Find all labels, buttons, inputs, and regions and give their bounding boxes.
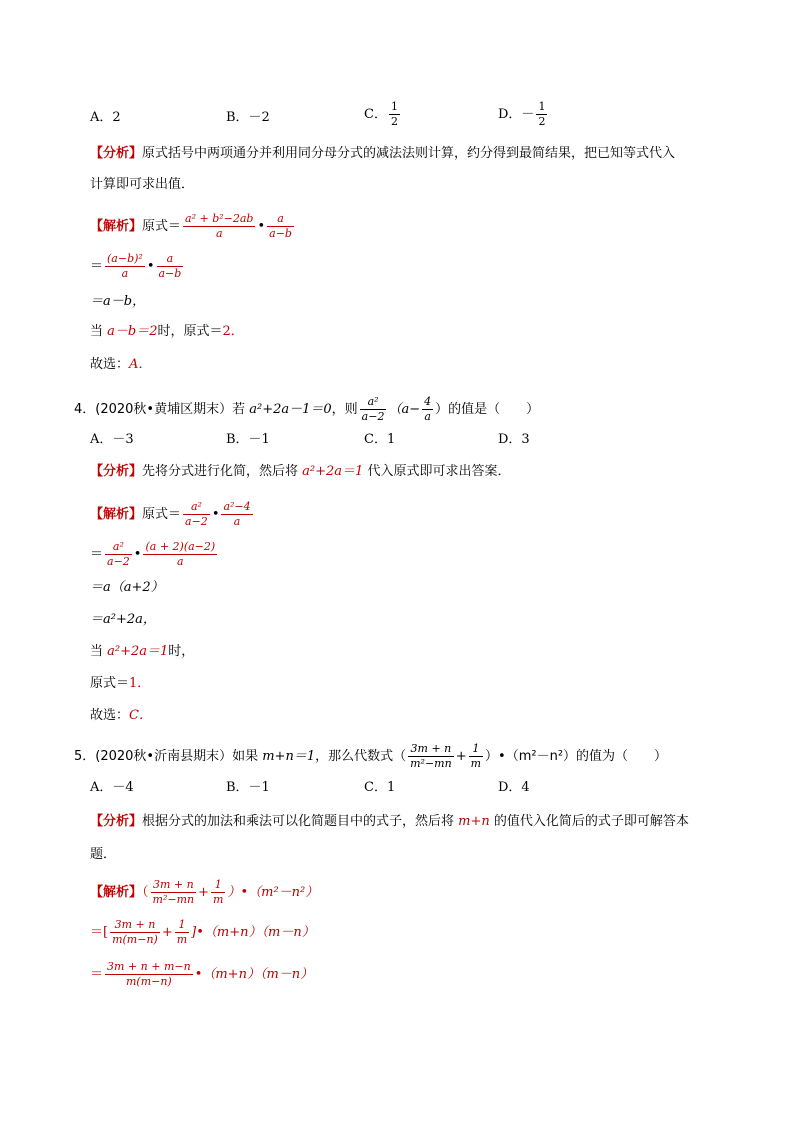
q4-stem-fraction2: $\frac{4}{a}$ xyxy=(424,395,432,423)
q4-stem-c: ，则 xyxy=(331,402,358,417)
q4-stem-fraction1: $\frac{\text{a²}}{a-2}$ xyxy=(361,395,385,423)
solution-tag: 【解析】 xyxy=(90,219,143,234)
q5-s1-rest: ）•（m²－n²） xyxy=(227,885,319,900)
q3-analysis-text2: 计算即可求出值． xyxy=(90,177,195,192)
q3-s1-fraction1: $\frac{\text{a² + b²−2ab}}{a}$ xyxy=(185,212,254,240)
choice-value: A． xyxy=(129,357,152,372)
plus-operator: + xyxy=(455,749,467,764)
q4-analysis xyxy=(90,462,510,482)
q4-stem-a: 4．(2020秋•黄埔区期末）若 xyxy=(74,402,250,417)
q5-s1-open: （ xyxy=(142,885,149,900)
q3-option-a: A．2 xyxy=(90,110,121,125)
q3-solution-step3: ＝a－b， xyxy=(90,294,146,309)
q4-s6-b: 1． xyxy=(129,676,151,691)
q3-analysis-text: 原式括号中两项通分并利用同分母分式的减法法则计算，约分得到最简结果，把已知等式代入 xyxy=(142,146,676,161)
q5-solution-step3 xyxy=(90,960,313,989)
q5-option-d: D．4 xyxy=(498,780,530,795)
q4-analysis-a: 先将分式进行化简，然后将 xyxy=(142,464,303,479)
q3-option-c-fraction: $\frac{1}{2}$ xyxy=(390,100,398,128)
q3-s2-fraction2: $\frac{a}{a-b}$ xyxy=(158,252,182,280)
q3-choice xyxy=(90,355,151,375)
q3-s1-prefix: 原式＝ xyxy=(142,219,182,234)
q4-s6-a: 原式＝ xyxy=(90,676,130,691)
q5-s3-open: ＝ xyxy=(90,967,104,982)
q5-analysis-c: 的值代入化简后的式子即可解答本 xyxy=(489,814,689,829)
q3-option-b: B．－2 xyxy=(226,110,270,125)
q5-analysis-b: m+n xyxy=(458,814,490,829)
analysis-tag: 【分析】 xyxy=(90,814,143,829)
q4-solution-step2 xyxy=(90,540,219,569)
q3-s4-d: 2． xyxy=(222,324,244,339)
q5-stem-fraction1: $\frac{3m + n}{\text{m²−mn}}$ xyxy=(410,742,452,770)
choice-label: 故选： xyxy=(90,357,130,372)
q3-option-c xyxy=(364,100,402,129)
q4-s1-fraction2: $\frac{\text{a²−4}}{a}$ xyxy=(223,500,251,528)
solution-tag: 【解析】 xyxy=(90,507,143,522)
q5-solution-step2 xyxy=(90,918,315,947)
q3-s4-b: a－b＝2 xyxy=(107,324,158,339)
choice-value: C． xyxy=(129,708,152,723)
dot-operator: • xyxy=(146,259,155,274)
q5-stem-c: ，那么代数式（ xyxy=(315,749,407,764)
plus-operator: + xyxy=(161,925,173,940)
q4-option-b: B．－1 xyxy=(226,432,270,447)
analysis-tag: 【分析】 xyxy=(90,146,143,161)
q5-s1-fraction2: $\frac{1}{m}$ xyxy=(213,878,224,906)
q3-option-d-fraction: $\frac{1}{2}$ xyxy=(538,100,546,128)
q3-s1-fraction2: $\frac{a}{a-b}$ xyxy=(269,212,292,240)
q4-analysis-b: a²+2a＝1 xyxy=(302,464,364,479)
q4-solution-step4: ＝a²+2a， xyxy=(90,612,156,627)
dot-operator: • xyxy=(257,219,266,234)
q4-stem-b: a²+2a－1＝0 xyxy=(249,402,332,417)
q3-analysis-line1 xyxy=(90,144,675,164)
q4-s5-a: 当 xyxy=(90,644,108,659)
q4-solution-step5 xyxy=(90,642,194,662)
q5-option-c: C．1 xyxy=(364,780,396,795)
q4-solution-step3: ＝a（a+2） xyxy=(90,580,164,595)
q4-s2-fraction2: $\frac{(a + 2)(a-2)}{a}$ xyxy=(145,540,216,568)
q5-option-a: A．－4 xyxy=(90,780,134,795)
q5-analysis-line1 xyxy=(90,812,689,832)
q3-solution-step2 xyxy=(90,252,185,281)
q4-option-c: C．1 xyxy=(364,432,396,447)
q5-stem-b: m+n＝1 xyxy=(262,749,316,764)
q5-s3-rest: •（m+n）（m－n） xyxy=(194,967,314,982)
dot-operator: • xyxy=(133,547,142,562)
q5-s2-fraction2: $\frac{1}{m}$ xyxy=(176,918,188,946)
q3-s4-a: 当 xyxy=(90,324,108,339)
q5-s2-fraction1: $\frac{3m + n}{m(m-n)}$ xyxy=(112,918,158,946)
q4-option-d: D．3 xyxy=(498,432,530,447)
q5-s2-rest: ]•（m+n）（m－n） xyxy=(191,925,315,940)
q4-solution-step1 xyxy=(90,500,255,529)
q4-solution-step6 xyxy=(90,674,150,694)
q5-solution-step1 xyxy=(90,878,318,907)
q4-s5-b: a²+2a＝1 xyxy=(107,644,169,659)
q5-stem-d: ）•（m²－n²）的值为（ ） xyxy=(485,749,668,764)
q4-s2-prefix: ＝ xyxy=(90,547,104,562)
q3-solution-step1 xyxy=(90,212,296,241)
q4-option-a: A．－3 xyxy=(90,432,134,447)
q5-stem xyxy=(74,742,667,771)
q4-stem-d: （a− xyxy=(388,402,421,417)
q4-stem xyxy=(74,395,539,424)
q5-s2-open: ＝[ xyxy=(90,925,109,940)
q5-option-b: B．－1 xyxy=(226,780,270,795)
q3-option-d xyxy=(498,100,549,129)
choice-label: 故选： xyxy=(90,708,130,723)
q5-analysis-line2 xyxy=(90,845,116,865)
q4-s1-prefix: 原式＝ xyxy=(142,507,182,522)
q4-stem-e: ）的值是（ ） xyxy=(435,402,540,417)
q5-s1-fraction1: $\frac{3m + n}{\text{m²−mn}}$ xyxy=(152,878,195,906)
q3-solution-step4 xyxy=(90,322,244,342)
q3-option-d-label: D．－ xyxy=(498,107,535,122)
q3-s2-fraction1: $\frac{\text{(a−b)²}}{a}$ xyxy=(107,252,143,280)
q4-choice xyxy=(90,706,152,726)
solution-tag: 【解析】 xyxy=(90,885,143,900)
q4-s5-c: 时， xyxy=(168,644,195,659)
q4-s2-fraction1: $\frac{\text{a²}}{a-2}$ xyxy=(107,540,130,568)
q3-s4-c: 时，原式＝ xyxy=(157,324,223,339)
plus-operator: + xyxy=(198,885,210,900)
q5-analysis-text2: 题． xyxy=(90,847,117,862)
q3-option-c-label: C． xyxy=(364,107,387,122)
q5-s3-fraction: $\frac{3m + n + m-n}{m(m-n)}$ xyxy=(107,960,191,988)
dot-operator: • xyxy=(211,507,220,522)
q3-s2-prefix: ＝ xyxy=(90,259,104,274)
analysis-tag: 【分析】 xyxy=(90,464,143,479)
q5-stem-fraction2: $\frac{1}{m}$ xyxy=(470,742,482,770)
q5-stem-a: 5．(2020秋•沂南县期末）如果 xyxy=(74,749,263,764)
q5-analysis-a: 根据分式的加法和乘法可以化简题目中的式子，然后将 xyxy=(142,814,459,829)
q4-s1-fraction1: $\frac{\text{a²}}{a-2}$ xyxy=(185,500,208,528)
q4-analysis-c: 代入原式即可求出答案． xyxy=(363,464,511,479)
q3-analysis-line2 xyxy=(90,175,194,195)
